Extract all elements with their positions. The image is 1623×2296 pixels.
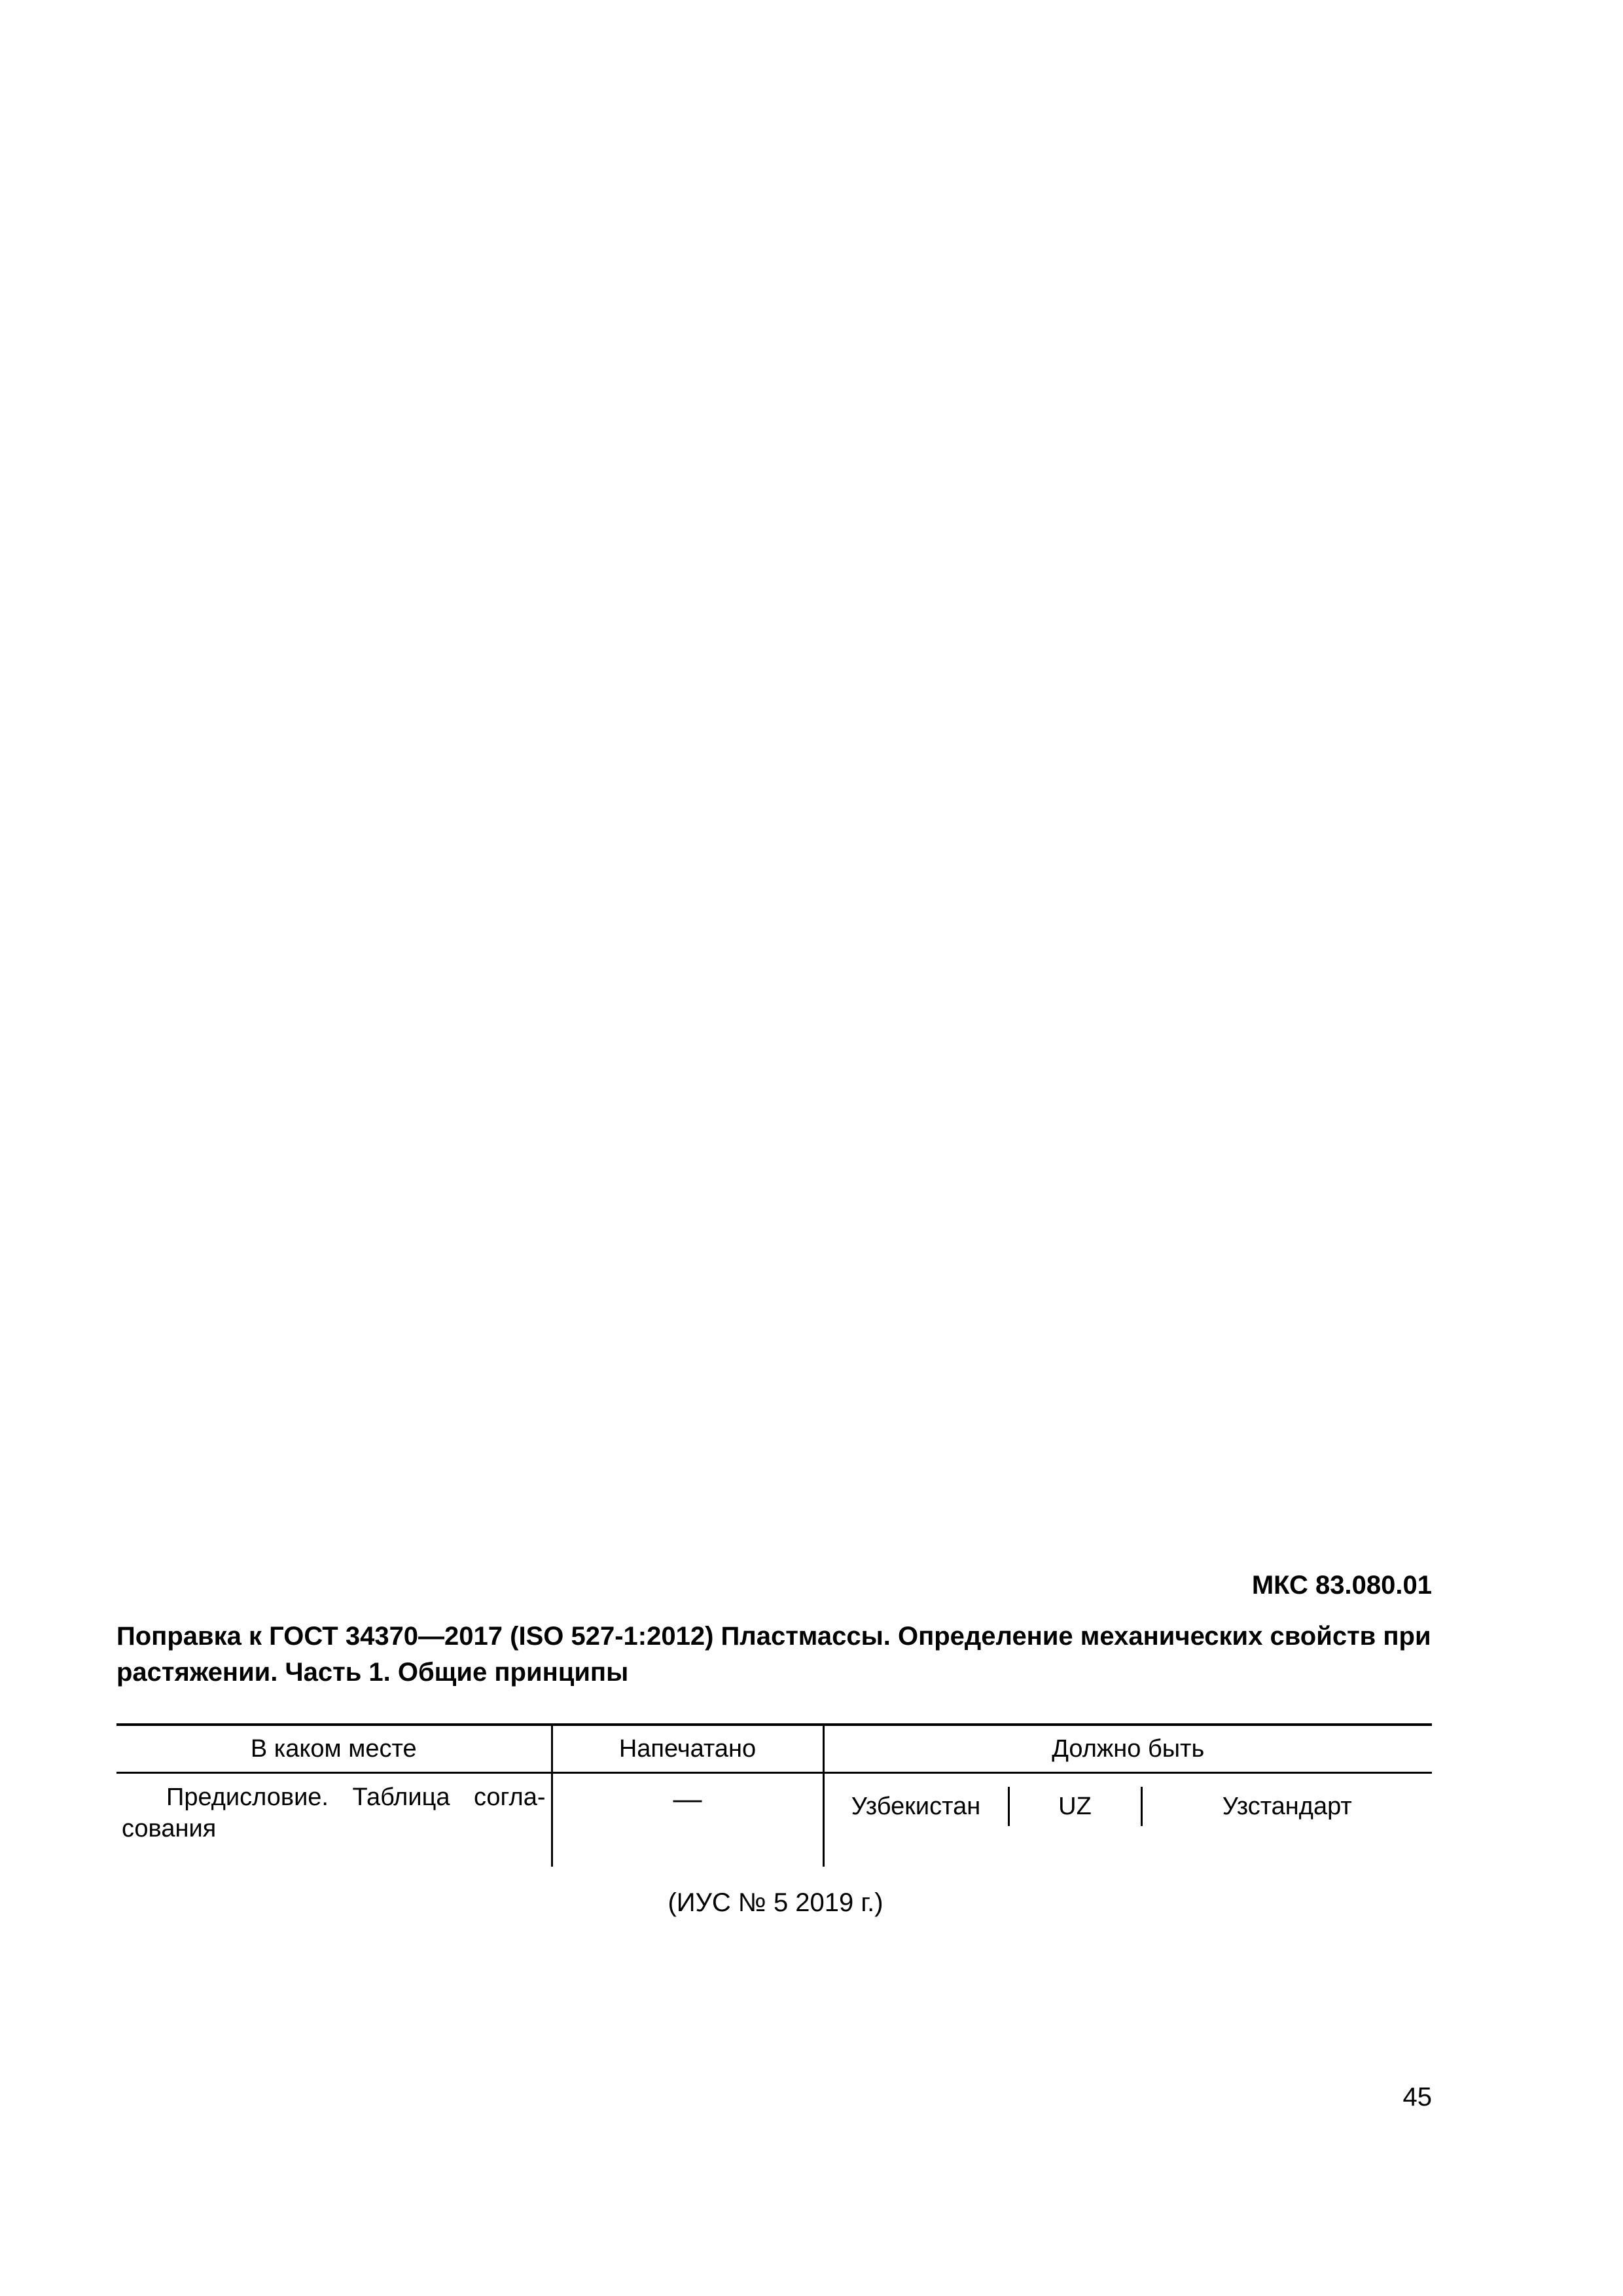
classification-code: МКС 83.080.01 [1251, 1571, 1432, 1600]
table-row [116, 1773, 1432, 1867]
country-code: UZ [1008, 1787, 1143, 1826]
page-number: 45 [1402, 2083, 1432, 2111]
table-header-row [116, 1725, 1432, 1773]
cell-place: Предисловие. Таблица согла-сования [122, 1784, 546, 1842]
publication-source: (ИУС № 5 2019 г.) [668, 1888, 883, 1917]
amendment-table [116, 1723, 1432, 1867]
column-header-printed: Напечатано [552, 1725, 823, 1773]
standards-body: Узстандарт [1222, 1792, 1352, 1820]
cell-printed: — [552, 1773, 823, 1867]
cell-should-be [823, 1773, 1432, 1867]
column-header-should-be: Должно быть [823, 1725, 1432, 1773]
country-name: Узбекистан [851, 1792, 981, 1820]
column-header-place: В каком месте [116, 1725, 552, 1773]
should-be-entry [825, 1787, 1433, 1826]
amendment-title: Поправка к ГОСТ 34370—2017 (ISO 527-1:2012) Пластмассы. Определение механических свойств при растяжении. Часть 1. Общие принципы [116, 1622, 1431, 1687]
